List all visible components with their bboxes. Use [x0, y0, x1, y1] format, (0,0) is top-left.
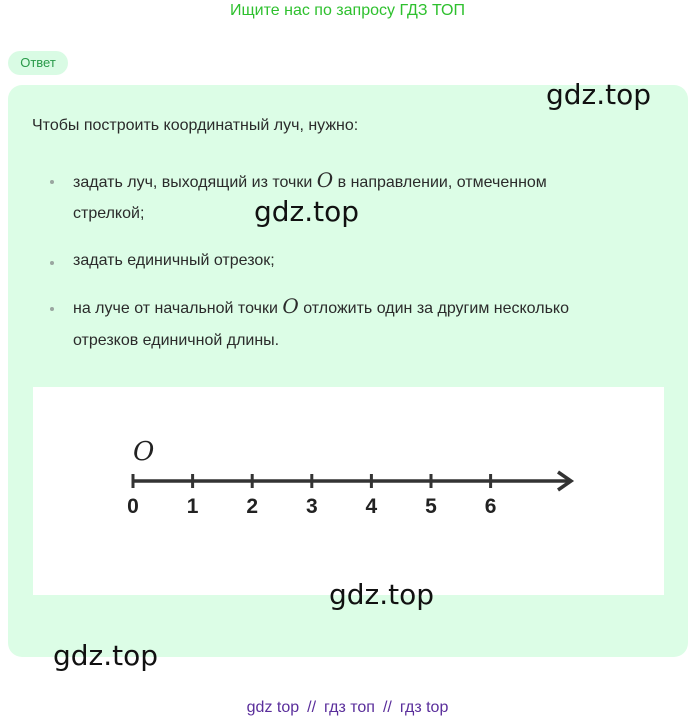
tick-label: 6 — [484, 495, 497, 518]
step-1-line-2: стрелкой; — [73, 205, 145, 222]
tick-label: 0 — [127, 495, 139, 518]
step-3-text-before: на луче от начальной точки — [73, 300, 278, 317]
footer-item[interactable]: gdz top — [246, 699, 300, 716]
tick-label: 5 — [425, 495, 437, 518]
bullet-dot — [50, 261, 54, 265]
footer-separator: // — [307, 699, 317, 716]
step-3-line-1 — [73, 289, 569, 326]
tick-label: 1 — [186, 495, 199, 518]
footer-item[interactable]: гдз top — [399, 699, 449, 716]
footer-separator: // — [382, 699, 392, 716]
coordinate-ray-figure — [33, 387, 664, 595]
tick-label: 2 — [246, 495, 259, 518]
watermark: gdz.top — [546, 78, 652, 111]
footer-item[interactable]: гдз топ — [324, 699, 375, 716]
step-1-text-before: задать луч, выходящий из точки — [73, 174, 313, 191]
step-2-line-1: задать единичный отрезок; — [73, 252, 275, 269]
intro-text: Чтобы построить координатный луч, нужно: — [32, 117, 359, 134]
watermark: gdz.top — [53, 639, 159, 672]
bullet-dot — [50, 180, 54, 184]
coordinate-ray-svg — [33, 387, 664, 595]
step-1-text-after: в направлении, отмеченном — [337, 174, 547, 191]
point-o-symbol: O — [282, 294, 299, 318]
tick-label: 4 — [365, 495, 378, 518]
step-3-text-after: отложить один за другим несколько — [303, 300, 569, 317]
origin-label: O — [133, 437, 155, 467]
tick-label: 3 — [305, 495, 318, 518]
search-hint-banner: Ищите нас по запросу ГДЗ ТОП — [230, 2, 465, 19]
step-3-line-2: отрезков единичной длины. — [73, 332, 280, 349]
watermark: gdz.top — [254, 195, 360, 228]
watermark: gdz.top — [329, 578, 435, 611]
answer-badge: Ответ — [8, 51, 68, 75]
bullet-dot — [50, 307, 54, 311]
point-o-symbol: O — [316, 168, 334, 192]
footer-links — [0, 699, 695, 717]
